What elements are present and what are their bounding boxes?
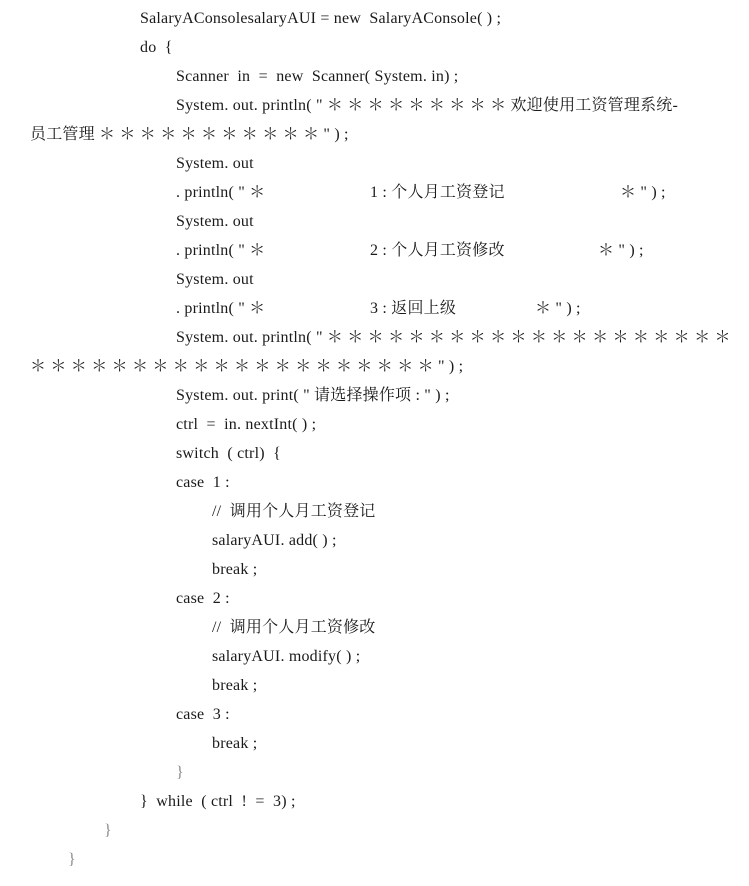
code-line-case-2: case 2 : <box>176 590 230 607</box>
code-line-system-out: System. out <box>176 155 254 172</box>
code-line-switch-close: } <box>176 764 184 781</box>
code-line-banner-wrap: 员工管理 ＊ ＊ ＊ ＊ ＊ ＊ ＊ ＊ ＊ ＊ ＊ " ) ; <box>30 126 349 143</box>
code-line-declaration: SalaryAConsolesalaryAUI = new SalaryAConsole( ) ; <box>140 10 502 27</box>
code-line-switch: switch ( ctrl) { <box>176 445 282 462</box>
code-line-system-out: System. out <box>176 213 254 230</box>
code-line-println-suffix: ＊ " ) ; <box>535 300 581 317</box>
code-line-banner-top: System. out. println( " ＊ ＊ ＊ ＊ ＊ ＊ ＊ ＊ ＊ 欢迎使用工资管理系统- <box>176 97 679 114</box>
code-line-println-prefix: . println( " ＊ <box>176 300 266 317</box>
code-line-scanner: Scanner in = new Scanner( System. in) ; <box>176 68 459 85</box>
code-line-println-prefix: . println( " ＊ <box>176 184 266 201</box>
code-line-break: break ; <box>212 735 258 752</box>
code-line-banner-bottom: System. out. println( " ＊ ＊ ＊ ＊ ＊ ＊ ＊ ＊ ＊ ＊ ＊ ＊ ＊ ＊ ＊ ＊ ＊ ＊ ＊ ＊ <box>176 329 731 346</box>
code-line-call-modify: salaryAUI. modify( ) ; <box>212 648 361 665</box>
code-line-comment-add: // 调用个人月工资登记 <box>212 503 376 520</box>
code-line-menu-option-1: 1 : 个人月工资登记 <box>370 184 505 201</box>
code-line-banner-bottom-wrap: ＊ ＊ ＊ ＊ ＊ ＊ ＊ ＊ ＊ ＊ ＊ ＊ ＊ ＊ ＊ ＊ ＊ ＊ ＊ ＊ " ) ; <box>30 358 464 375</box>
code-line-class-close: } <box>68 851 76 868</box>
code-line-do: do { <box>140 39 173 56</box>
code-line-read-input: ctrl = in. nextInt( ) ; <box>176 416 317 433</box>
code-line-prompt: System. out. print( " 请选择操作项 : " ) ; <box>176 387 450 404</box>
code-line-system-out: System. out <box>176 271 254 288</box>
code-line-while: } while ( ctrl ! = 3) ; <box>140 793 296 810</box>
code-line-menu-option-3: 3 : 返回上级 <box>370 300 457 317</box>
code-line-break: break ; <box>212 677 258 694</box>
code-line-println-suffix: ＊ " ) ; <box>598 242 644 259</box>
code-line-println-suffix: ＊ " ) ; <box>620 184 666 201</box>
code-line-case-3: case 3 : <box>176 706 230 723</box>
code-line-println-prefix: . println( " ＊ <box>176 242 266 259</box>
code-line-method-close: } <box>104 822 112 839</box>
code-line-comment-modify: // 调用个人月工资修改 <box>212 619 376 636</box>
code-line-break: break ; <box>212 561 258 578</box>
code-line-menu-option-2: 2 : 个人月工资修改 <box>370 242 505 259</box>
code-line-case-1: case 1 : <box>176 474 230 491</box>
code-line-call-add: salaryAUI. add( ) ; <box>212 532 337 549</box>
